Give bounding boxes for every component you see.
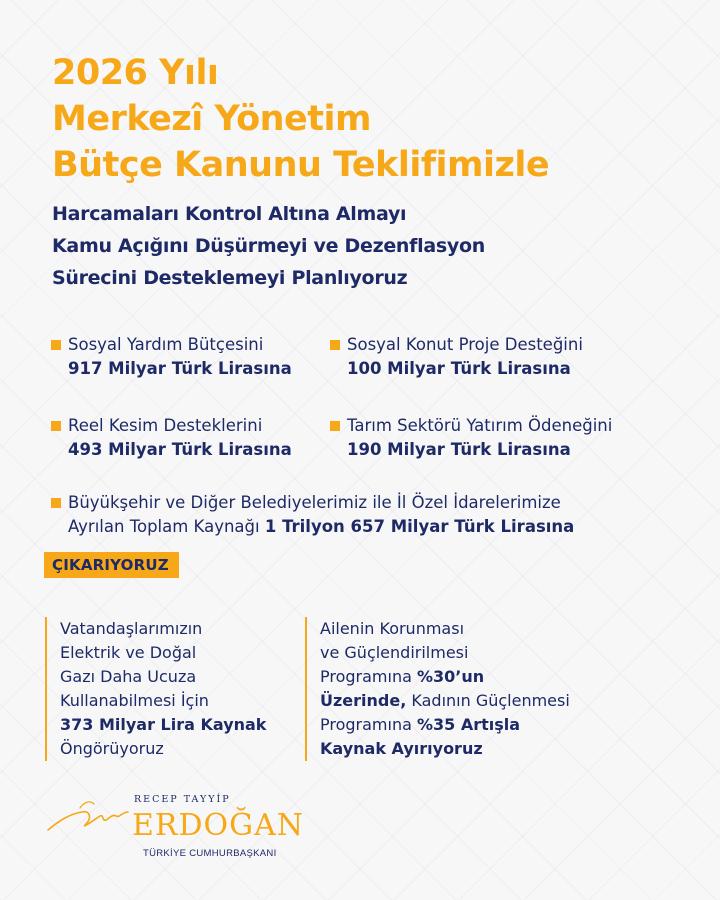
signature-title: TÜRKİYE CUMHURBAŞKANI [143,848,277,859]
item-label: Reel Kesim Desteklerini [68,416,263,435]
col-line [320,713,570,737]
item-label: Tarım Sektörü Yatırım Ödeneğini [347,416,613,435]
col-text: Programına [320,667,417,686]
item-value: 190 Milyar Türk Lirasına [347,440,571,459]
badge-label: ÇIKARIYORUZ [44,552,179,578]
subtitle-line-2: Kamu Açığını Düşürmeyi ve Dezenflasyon [52,235,485,257]
item-value: 100 Milyar Türk Lirasına [347,359,571,378]
budget-item-municipalities [68,491,574,539]
item-value: 917 Milyar Türk Lirasına [68,359,292,378]
col-line: Kullanabilmesi İçin [60,691,209,710]
square-bullet-icon [51,340,61,350]
subtitle-line-3: Sürecini Desteklemeyi Planlıyoruz [52,267,408,289]
main-title [52,50,549,188]
square-bullet-icon [330,340,340,350]
col-line [320,665,570,689]
item-value: 1 Trilyon 657 Milyar Türk Lirasına [264,517,575,536]
col-line: Ailenin Korunması [320,619,465,638]
signature-surname: ERDOĞAN [132,808,305,843]
item-line-2-text: Ayrılan Toplam Kaynağı [68,517,265,536]
signature-first-name: RECEP TAYYİP [134,794,231,805]
subtitle [52,198,485,294]
square-bullet-icon [51,421,61,431]
col-line-bold [60,713,266,737]
col-value: Kaynak Ayırıyoruz [320,739,483,758]
budget-item-social-housing [347,333,583,381]
col-text: Kadının Güçlenmesi [406,691,570,710]
col-line: Elektrik ve Doğal [60,643,197,662]
col-value: Üzerinde, [320,691,407,710]
item-label: Sosyal Konut Proje Desteğini [347,335,583,354]
title-line-1: 2026 Yılı [52,53,219,93]
budget-item-real-sector [68,414,292,462]
left-column-energy [45,617,266,761]
square-bullet-icon [330,421,340,431]
item-line-1: Büyükşehir ve Diğer Belediyelerimiz ile İl Özel İdarelerimize [68,493,561,512]
title-line-3: Bütçe Kanunu Teklifimizle [52,145,550,185]
col-value: %35 Artışla [416,715,521,734]
signature-block [40,790,305,880]
col-line-bold [320,737,570,761]
title-line-2: Merkezî Yönetim [52,99,371,139]
budget-item-agriculture [347,414,612,462]
col-value: %30’un [416,667,485,686]
subtitle-line-1: Harcamaları Kontrol Altına Almayı [52,203,407,225]
col-line: Vatandaşlarımızın [60,619,203,638]
col-line: Gazı Daha Ucuza [60,667,197,686]
col-text: Programına [320,715,417,734]
item-line-2 [68,515,574,539]
col-line: ve Güçlendirilmesi [320,643,469,662]
budget-item-social-aid [68,333,292,381]
square-bullet-icon [51,498,61,508]
item-label: Sosyal Yardım Bütçesini [68,335,264,354]
col-value: 373 Milyar Lira Kaynak [60,715,267,734]
col-line: Öngörüyoruz [60,739,164,758]
col-line [320,689,570,713]
right-column-family [305,617,570,761]
item-value: 493 Milyar Türk Lirasına [68,440,292,459]
